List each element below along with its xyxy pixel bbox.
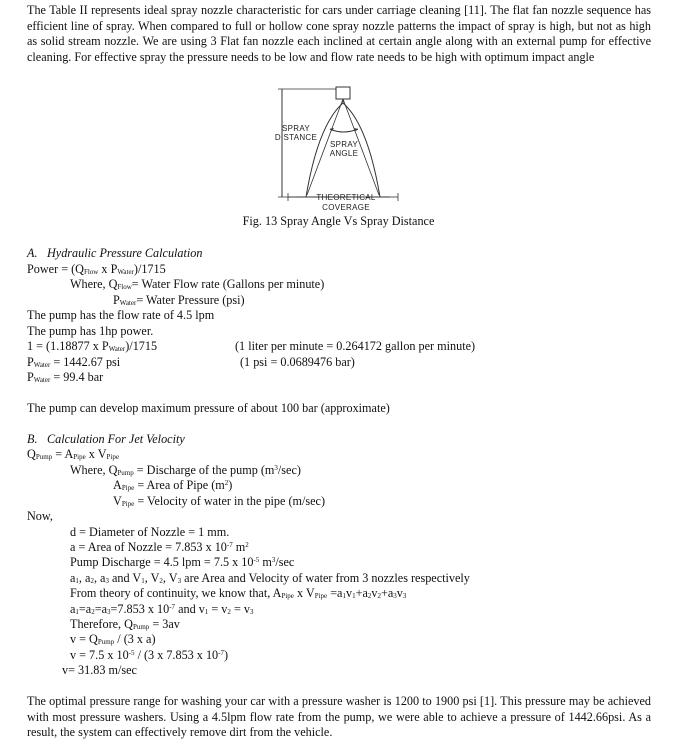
where-q-pump <box>70 463 301 479</box>
a-symbol: A <box>64 447 74 461</box>
therefore-suffix: = 3av <box>149 617 180 631</box>
discharge-line <box>70 555 294 571</box>
where-p-text: = Water Pressure (psi) <box>136 293 245 307</box>
where-v-text: = Velocity of water in the pipe (m/sec) <box>134 494 326 508</box>
label-coverage-2: COVERAGE <box>322 203 370 212</box>
continuity-mid: x V <box>293 586 315 600</box>
discharge-exp: -5 <box>253 556 260 564</box>
section-a-number: A. <box>27 246 38 260</box>
v-equation <box>70 632 156 648</box>
where-q-pump-tail: /sec) <box>277 463 301 477</box>
discharge-unit: m <box>259 555 272 569</box>
therefore-sub: Pump <box>132 623 150 631</box>
label-spray-distance-1: SPRAY <box>281 124 311 133</box>
times-sign: x <box>85 447 98 461</box>
eq1-prefix: 1 = (1.18877 x P <box>27 339 109 353</box>
nozzle-variables-line: $a_1$, $a_2$, $a_3$ and $V_1$, $V_2$, $V_3$ are Area and Velocity of water from 3 nozzles respectively <box>70 571 470 585</box>
jet-velocity-equation <box>27 447 119 463</box>
where-a-sup: 2 <box>224 479 229 487</box>
eq-sign: = <box>52 447 65 461</box>
equation-2 <box>27 355 120 371</box>
area-unit-sup: 2 <box>245 541 249 549</box>
label-spray-angle-1: SPRAY <box>329 140 359 149</box>
q-sub: Pump <box>35 453 53 461</box>
p-water-sub: Water <box>117 268 134 276</box>
where-p-prefix: P <box>113 293 120 307</box>
section-b-heading <box>27 432 185 448</box>
nozzle-variables-text: are Area and Velocity of water from 3 nozzles respectively <box>181 571 470 585</box>
conclusion-paragraph: The optimal pressure range for washing your car with a pressure washer is 1200 to 1900 psi [1]. This pressure may be achieved with most pressure washers. Using a 4.5lpm flow rate from the pump, we were able to achieve a pressure of 1442.66psi. As a result, the system can effectively remove dirt from the vehicle. <box>27 694 651 740</box>
v-result: v= 31.83 m/sec <box>62 663 137 677</box>
label-spray-angle-2: ANGLE <box>329 149 359 158</box>
continuity-line: From theory of continuity, we know that, $A_{Pipe}$ x $V_{Pipe} =a_1v_1+a_2v_2+a_3v_3$ <box>70 586 407 600</box>
area-line <box>70 540 249 556</box>
label-coverage-1: THEORETICAL <box>316 193 376 202</box>
intro-paragraph: The Table II represents ideal spray nozzle characteristic for cars under carriage cleaning [11]. The flat fan nozzle sequence has efficient line of spray. When compared to full or hollow cone spray nozzle patterns the impact of spray is high, but not as high as solid stream nozzle. We are using 3 Flat fan nozzle each inclined at certain angle along with an external pump for effective cleaning. For effective spray the pressure needs to be low and flow rate needs to be high with optimum impact angle <box>27 3 651 64</box>
discharge-unit-sup: 3 <box>271 556 276 564</box>
v-calculation <box>70 648 228 664</box>
where-q-pump-sub: Pump <box>117 469 134 477</box>
equation-2-note: (1 psi = 0.0689476 bar) <box>240 355 355 369</box>
where-v-sub: Pipe <box>121 500 135 508</box>
hp-power-line: The pump has 1hp power. <box>27 324 154 338</box>
area-prefix: a = Area of Nozzle = 7.853 x 10 <box>70 540 227 554</box>
where-q-pump-sup: 3 <box>274 464 278 472</box>
where-v-pipe <box>113 494 325 510</box>
equation-1 <box>27 339 157 355</box>
where-a-tail: ) <box>228 478 233 492</box>
where-q-text: = Water Flow rate (Gallons per minute) <box>131 277 325 291</box>
where-q-pump-prefix: Where, Q <box>70 463 118 477</box>
where-q-definition <box>70 277 324 293</box>
where-v-symbol: V <box>113 494 122 508</box>
a-sub: Pipe <box>73 453 86 461</box>
power-equation <box>27 262 166 278</box>
v-symbol: V <box>97 447 107 461</box>
spray-diagram <box>268 85 428 215</box>
diameter-line: d = Diameter of Nozzle = 1 mm. <box>70 525 230 539</box>
eq2-suffix: = 1442.67 psi <box>50 355 121 369</box>
where-q-sub: Flow <box>117 283 132 291</box>
equal-velocities-text: and v <box>175 602 205 616</box>
where-p-sub: Water <box>119 299 137 307</box>
v-calc-3: ) <box>223 648 229 662</box>
discharge-prefix: Pump Discharge = 4.5 lpm = 7.5 x 10 <box>70 555 254 569</box>
continuity-v-sub: Pipe <box>314 592 328 600</box>
section-a-heading <box>27 246 203 262</box>
where-a-sub: Pipe <box>121 484 135 492</box>
flow-rate-line: The pump has the flow rate of 4.5 lpm <box>27 308 215 322</box>
v-calc-exp1: -5 <box>128 649 135 657</box>
continuity-prefix: From theory of continuity, we know that, A <box>70 586 282 600</box>
equal-areas-exp: -7 <box>169 603 176 611</box>
section-a-title: Hydraulic Pressure Calculation <box>47 246 203 260</box>
where-a-pipe <box>113 478 232 494</box>
eq3-prefix: P <box>27 370 34 384</box>
figure-caption: Fig. 13 Spray Angle Vs Spray Distance <box>242 214 435 228</box>
v-eq-suffix: / (3 x a) <box>114 632 156 646</box>
eq3-suffix: = 99.4 bar <box>50 370 104 384</box>
v-sub: Pipe <box>106 453 119 461</box>
now-label: Now, <box>27 509 53 523</box>
section-b-title: Calculation For Jet Velocity <box>47 432 185 446</box>
discharge-suffix: /sec <box>275 555 295 569</box>
eq2-prefix: P <box>27 355 34 369</box>
area-unit: m <box>232 540 246 554</box>
v-calc-exp2: -7 <box>218 649 224 657</box>
equal-areas-line: $a_1=a_2=a_3=7.853$ x $10^{-7}$ and $v_1 = v_2 = v_3$ <box>70 602 254 616</box>
where-a-text: = Area of Pipe (m <box>134 478 225 492</box>
continuity-a-sub: Pipe <box>281 592 294 600</box>
equation-3 <box>27 370 103 386</box>
v-eq-sub: Pump <box>97 638 115 646</box>
power-eq-mid: x P <box>98 262 118 276</box>
where-a-symbol: A <box>113 478 122 492</box>
q-symbol: Q <box>27 447 36 461</box>
v-calc-1: v = 7.5 x 10 <box>70 648 129 662</box>
section-b-number: B. <box>27 432 38 446</box>
equal-areas-value: =7.853 x 10 <box>110 602 170 616</box>
power-eq-suffix: )/1715 <box>133 262 166 276</box>
v-calc-2: / (3 x 7.853 x 10 <box>134 648 219 662</box>
where-q-pump-text: = Discharge of the pump (m <box>133 463 275 477</box>
power-eq-prefix: Power = (Q <box>27 262 84 276</box>
v-eq-prefix: v = Q <box>70 632 98 646</box>
eq2-sub: Water <box>33 361 51 369</box>
eq3-sub: Water <box>33 376 51 384</box>
angle-arc <box>330 129 358 132</box>
area-exp: -7 <box>226 541 233 549</box>
eq1-sub: Water <box>108 345 126 353</box>
therefore-prefix: Therefore, Q <box>70 617 133 631</box>
where-q-prefix: Where, Q <box>70 277 118 291</box>
q-flow-sub: Flow <box>83 268 99 276</box>
therefore-line <box>70 617 180 633</box>
max-pressure-line: The pump can develop maximum pressure of about 100 bar (approximate) <box>27 401 390 415</box>
label-spray-distance-2: DISTANCE <box>274 133 318 142</box>
eq1-suffix: )/1715 <box>125 339 158 353</box>
equation-1-note: (1 liter per minute = 0.264172 gallon per minute) <box>235 339 476 353</box>
nozzle-body <box>336 87 350 99</box>
where-p-definition <box>113 293 245 309</box>
